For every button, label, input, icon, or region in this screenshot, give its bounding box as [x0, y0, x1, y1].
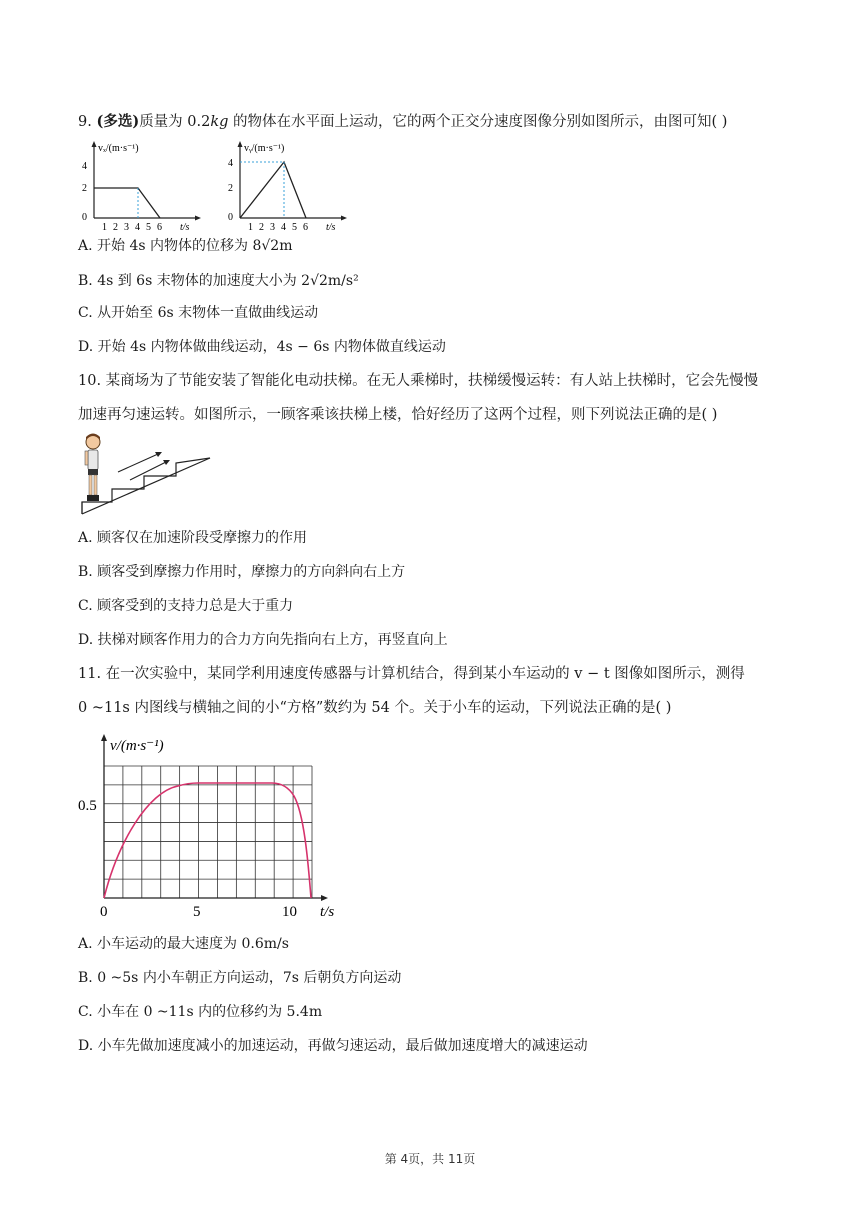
q11-vt-graph: [76, 730, 346, 920]
q11-xtick-0: 0: [100, 904, 108, 920]
q9-option-c: C. 从开始至 6s 末物体一直做曲线运动: [78, 305, 319, 321]
q9-stem-pre: 质量为: [139, 114, 188, 130]
q9-vy-xtick-4: 4: [281, 222, 286, 230]
q10-option-b: B. 顾客受到摩擦力作用时，摩擦力的方向斜向右上方: [78, 564, 406, 580]
q9-vx-xtick-1: 1: [102, 222, 107, 230]
q9-vx-xtick-5: 5: [146, 222, 151, 230]
q9-vy-line: [240, 162, 306, 218]
q10-option-a: A. 顾客仅在加速阶段受摩擦力的作用: [78, 530, 308, 546]
q9-vy-ytick-2: 2: [228, 183, 233, 194]
q9-vy-ylabel: vᵧ/(m·s⁻¹): [244, 143, 285, 154]
q9-vy-xtick-3: 3: [270, 222, 275, 230]
person-icon: [85, 434, 100, 502]
q9-vx-xtick-6: 6: [157, 222, 162, 230]
q9-vx-graph: [80, 138, 210, 230]
q9-option-d: D. 开始 4s 内物体做曲线运动，4s − 6s 内物体做直线运动: [78, 339, 446, 355]
q9-vx-xlabel: t/s: [180, 222, 190, 230]
q11-xlabel: t/s: [320, 904, 335, 920]
q9-mass-unit: kg: [210, 114, 229, 130]
q11-option-d: D. 小车先做加速度减小的加速运动，再做匀速运动，最后做加速度增大的减速运动: [78, 1038, 588, 1054]
q10-escalator-figure: [78, 432, 218, 516]
q11-ylabel: v/(m·s⁻¹): [110, 738, 164, 754]
q9-vy-xtick-6: 6: [303, 222, 308, 230]
q10-option-d: D. 扶梯对顾客作用力的合力方向先指向右上方，再竖直向上: [78, 632, 448, 648]
page-footer: 第 4页，共 11页: [384, 1152, 476, 1166]
q11-stem-line1: 11. 在一次实验中，某同学利用速度传感器与计算机结合，得到某小车运动的 v − t 图像如图所示，测得: [78, 666, 745, 682]
q11-stem-line2: 0 ~11s 内图线与横轴之间的小“方格”数约为 54 个。关于小车的运动，下列说法正确的是( ): [78, 700, 672, 716]
q9-option-a: A. 开始 4s 内物体的位移为 8√2m: [78, 238, 293, 254]
q11-ytick-05: 0.5: [78, 798, 97, 814]
q9-vx-ytick-4: 4: [82, 161, 87, 172]
q9-vx-xtick-4: 4: [135, 222, 140, 230]
q10-stem-line1: 10. 某商场为了节能安装了智能化电动扶梯。在无人乘梯时，扶梯缓慢运转：有人站上扶梯时，它会先慢慢: [78, 373, 759, 389]
q9-stem: [78, 112, 727, 132]
q10-option-c: C. 顾客受到的支持力总是大于重力: [78, 598, 294, 614]
q9-vy-xtick-1: 1: [248, 222, 253, 230]
q11-option-a: A. 小车运动的最大速度为 0.6m/s: [78, 936, 289, 952]
q9-vy-xtick-2: 2: [259, 222, 264, 230]
q11-velocity-curve: [104, 783, 311, 898]
q9-vy-ytick-0: 0: [228, 212, 233, 223]
q9-stem-post: 的物体在水平面上运动，它的两个正交分速度图像分别如图所示，由图可知( ): [228, 114, 728, 130]
q9-mass: 0.2: [187, 114, 211, 130]
q9-tag: (多选): [96, 113, 140, 130]
q9-vy-graph: [226, 138, 356, 230]
q9-vx-line: [94, 188, 160, 218]
q9-vx-xtick-2: 2: [113, 222, 118, 230]
q9-vy-ytick-4: 4: [228, 158, 233, 169]
q11-xtick-10: 10: [282, 904, 297, 920]
q9-vy-xtick-5: 5: [292, 222, 297, 230]
q11-option-b: B. 0 ~5s 内小车朝正方向运动，7s 后朝负方向运动: [78, 970, 402, 986]
q9-vy-xlabel: t/s: [326, 222, 336, 230]
q10-stem-line2: 加速再匀速运转。如图所示，一顾客乘该扶梯上楼，恰好经历了这两个过程，则下列说法正确的是( ): [78, 407, 718, 423]
q9-vx-ytick-2: 2: [82, 183, 87, 194]
q9-vx-ytick-0: 0: [82, 212, 87, 223]
q9-option-b: B. 4s 到 6s 末物体的加速度大小为 2√2m/s²: [78, 273, 359, 289]
q9-vx-xtick-3: 3: [124, 222, 129, 230]
q9-number: 9.: [78, 114, 92, 130]
q11-xtick-5: 5: [193, 904, 201, 920]
q9-vx-ylabel: vₓ/(m·s⁻¹): [98, 143, 139, 154]
q11-grid: [104, 766, 312, 898]
q11-option-c: C. 小车在 0 ~11s 内的位移约为 5.4m: [78, 1004, 323, 1020]
